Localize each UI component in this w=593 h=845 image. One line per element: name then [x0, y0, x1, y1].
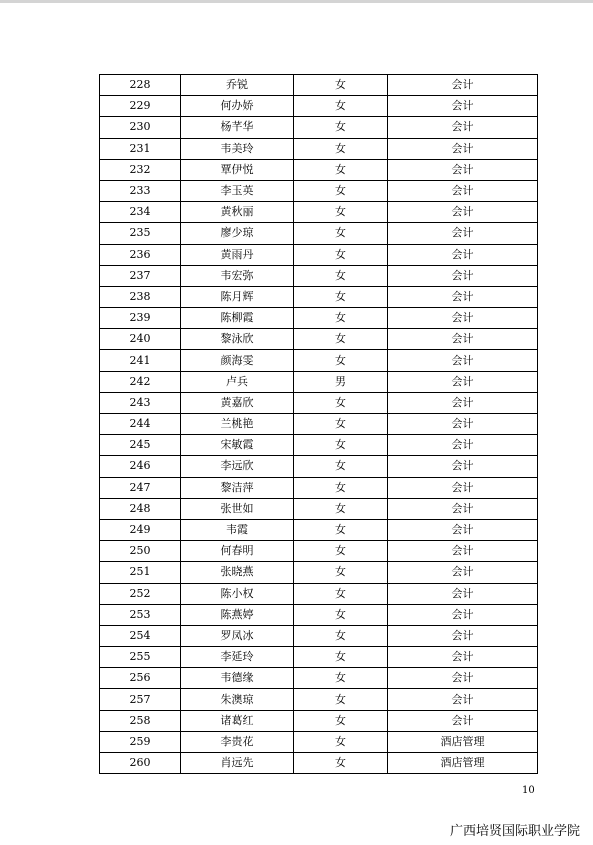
row-number: 260: [100, 753, 181, 774]
student-major: 会计: [388, 710, 538, 731]
row-number: 232: [100, 159, 181, 180]
row-number: 254: [100, 625, 181, 646]
student-major: 会计: [388, 604, 538, 625]
student-name: 乔锐: [181, 75, 294, 96]
student-name: 黄秋丽: [181, 202, 294, 223]
student-gender: 女: [294, 583, 388, 604]
roster-body: [100, 75, 538, 774]
student-name: 宋敏霞: [181, 435, 294, 456]
student-gender: 女: [294, 519, 388, 540]
student-major: 会计: [388, 202, 538, 223]
student-gender: 女: [294, 244, 388, 265]
student-major: 会计: [388, 456, 538, 477]
student-name: 韦宏弥: [181, 265, 294, 286]
table-row: [100, 668, 538, 689]
table-row: [100, 562, 538, 583]
student-name: 韦德缘: [181, 668, 294, 689]
table-row: [100, 519, 538, 540]
row-number: 228: [100, 75, 181, 96]
student-major: 会计: [388, 371, 538, 392]
student-name: 黎泳欣: [181, 329, 294, 350]
row-number: 247: [100, 477, 181, 498]
student-gender: 女: [294, 414, 388, 435]
table-row: [100, 371, 538, 392]
table-row: [100, 159, 538, 180]
student-gender: 女: [294, 710, 388, 731]
row-number: 237: [100, 265, 181, 286]
student-major: 会计: [388, 138, 538, 159]
student-name: 肖远先: [181, 753, 294, 774]
row-number: 256: [100, 668, 181, 689]
row-number: 229: [100, 96, 181, 117]
student-gender: 女: [294, 138, 388, 159]
table-row: [100, 329, 538, 350]
table-row: [100, 75, 538, 96]
row-number: 244: [100, 414, 181, 435]
student-name: 张晓燕: [181, 562, 294, 583]
viewer-top-border: [0, 0, 593, 3]
student-gender: 女: [294, 668, 388, 689]
row-number: 249: [100, 519, 181, 540]
student-major: 会计: [388, 350, 538, 371]
table-row: [100, 117, 538, 138]
student-name: 兰桃艳: [181, 414, 294, 435]
table-row: [100, 392, 538, 413]
student-gender: 女: [294, 541, 388, 562]
table-row: [100, 414, 538, 435]
student-major: 会计: [388, 244, 538, 265]
student-major: 会计: [388, 625, 538, 646]
student-major: 会计: [388, 117, 538, 138]
student-gender: 女: [294, 392, 388, 413]
student-name: 李玉英: [181, 180, 294, 201]
student-major: 酒店管理: [388, 731, 538, 752]
row-number: 245: [100, 435, 181, 456]
student-major: 会计: [388, 583, 538, 604]
row-number: 257: [100, 689, 181, 710]
student-major: 会计: [388, 180, 538, 201]
student-major: 会计: [388, 498, 538, 519]
student-major: 会计: [388, 435, 538, 456]
student-major: 会计: [388, 265, 538, 286]
student-name: 陈月辉: [181, 286, 294, 307]
student-name: 李延玲: [181, 647, 294, 668]
student-major: 会计: [388, 286, 538, 307]
table-row: [100, 583, 538, 604]
row-number: 252: [100, 583, 181, 604]
student-gender: 女: [294, 689, 388, 710]
student-name: 何春明: [181, 541, 294, 562]
student-major: 会计: [388, 96, 538, 117]
row-number: 248: [100, 498, 181, 519]
student-gender: 女: [294, 498, 388, 519]
table-row: [100, 710, 538, 731]
row-number: 246: [100, 456, 181, 477]
row-number: 255: [100, 647, 181, 668]
student-gender: 女: [294, 647, 388, 668]
student-gender: 女: [294, 350, 388, 371]
student-major: 会计: [388, 223, 538, 244]
row-number: 250: [100, 541, 181, 562]
student-name: 廖少琼: [181, 223, 294, 244]
row-number: 231: [100, 138, 181, 159]
table-row: [100, 647, 538, 668]
student-gender: 女: [294, 223, 388, 244]
student-gender: 女: [294, 456, 388, 477]
student-major: 会计: [388, 75, 538, 96]
student-major: 会计: [388, 668, 538, 689]
row-number: 236: [100, 244, 181, 265]
table-row: [100, 498, 538, 519]
row-number: 240: [100, 329, 181, 350]
table-row: [100, 265, 538, 286]
student-name: 何办娇: [181, 96, 294, 117]
student-gender: 女: [294, 117, 388, 138]
table-row: [100, 604, 538, 625]
student-name: 韦霞: [181, 519, 294, 540]
table-row: [100, 350, 538, 371]
page-number: 10: [522, 785, 535, 796]
student-gender: 女: [294, 75, 388, 96]
table-row: [100, 308, 538, 329]
student-major: 会计: [388, 414, 538, 435]
table-row: [100, 689, 538, 710]
student-gender: 女: [294, 604, 388, 625]
student-name: 陈燕婷: [181, 604, 294, 625]
table-row: [100, 180, 538, 201]
table-row: [100, 456, 538, 477]
student-name: 李远欣: [181, 456, 294, 477]
student-name: 张世如: [181, 498, 294, 519]
student-name: 朱澳琼: [181, 689, 294, 710]
student-gender: 女: [294, 731, 388, 752]
student-name: 韦美玲: [181, 138, 294, 159]
student-gender: 女: [294, 329, 388, 350]
table-row: [100, 244, 538, 265]
student-gender: 女: [294, 477, 388, 498]
table-row: [100, 541, 538, 562]
table-row: [100, 731, 538, 752]
row-number: 258: [100, 710, 181, 731]
student-name: 黄雨丹: [181, 244, 294, 265]
student-major: 会计: [388, 541, 538, 562]
row-number: 251: [100, 562, 181, 583]
student-gender: 女: [294, 286, 388, 307]
student-name: 诸葛红: [181, 710, 294, 731]
table-row: [100, 96, 538, 117]
row-number: 239: [100, 308, 181, 329]
student-gender: 女: [294, 308, 388, 329]
student-major: 会计: [388, 519, 538, 540]
student-name: 陈柳霞: [181, 308, 294, 329]
table-row: [100, 286, 538, 307]
student-major: 会计: [388, 392, 538, 413]
student-name: 覃伊悦: [181, 159, 294, 180]
student-name: 卢兵: [181, 371, 294, 392]
row-number: 230: [100, 117, 181, 138]
row-number: 235: [100, 223, 181, 244]
row-number: 241: [100, 350, 181, 371]
table-row: [100, 202, 538, 223]
student-name: 李贵花: [181, 731, 294, 752]
row-number: 242: [100, 371, 181, 392]
student-gender: 女: [294, 435, 388, 456]
student-gender: 男: [294, 371, 388, 392]
table-row: [100, 625, 538, 646]
student-name: 黄嘉欣: [181, 392, 294, 413]
student-major: 酒店管理: [388, 753, 538, 774]
student-major: 会计: [388, 689, 538, 710]
student-gender: 女: [294, 265, 388, 286]
student-gender: 女: [294, 180, 388, 201]
student-major: 会计: [388, 308, 538, 329]
table-row: [100, 753, 538, 774]
student-roster-table: [99, 74, 538, 774]
row-number: 243: [100, 392, 181, 413]
student-gender: 女: [294, 625, 388, 646]
table-row: [100, 477, 538, 498]
student-name: 杨芊华: [181, 117, 294, 138]
table-row: [100, 435, 538, 456]
student-major: 会计: [388, 329, 538, 350]
student-name: 罗凤冰: [181, 625, 294, 646]
row-number: 234: [100, 202, 181, 223]
student-name: 陈小权: [181, 583, 294, 604]
student-gender: 女: [294, 96, 388, 117]
student-major: 会计: [388, 159, 538, 180]
table-row: [100, 138, 538, 159]
student-major: 会计: [388, 477, 538, 498]
row-number: 253: [100, 604, 181, 625]
student-major: 会计: [388, 562, 538, 583]
table-row: [100, 223, 538, 244]
student-gender: 女: [294, 753, 388, 774]
row-number: 238: [100, 286, 181, 307]
student-gender: 女: [294, 159, 388, 180]
student-name: 黎洁萍: [181, 477, 294, 498]
student-gender: 女: [294, 562, 388, 583]
student-gender: 女: [294, 202, 388, 223]
row-number: 259: [100, 731, 181, 752]
student-major: 会计: [388, 647, 538, 668]
student-name: 颜海雯: [181, 350, 294, 371]
footer-institution-name: 广西培贤国际职业学院: [450, 824, 581, 839]
row-number: 233: [100, 180, 181, 201]
